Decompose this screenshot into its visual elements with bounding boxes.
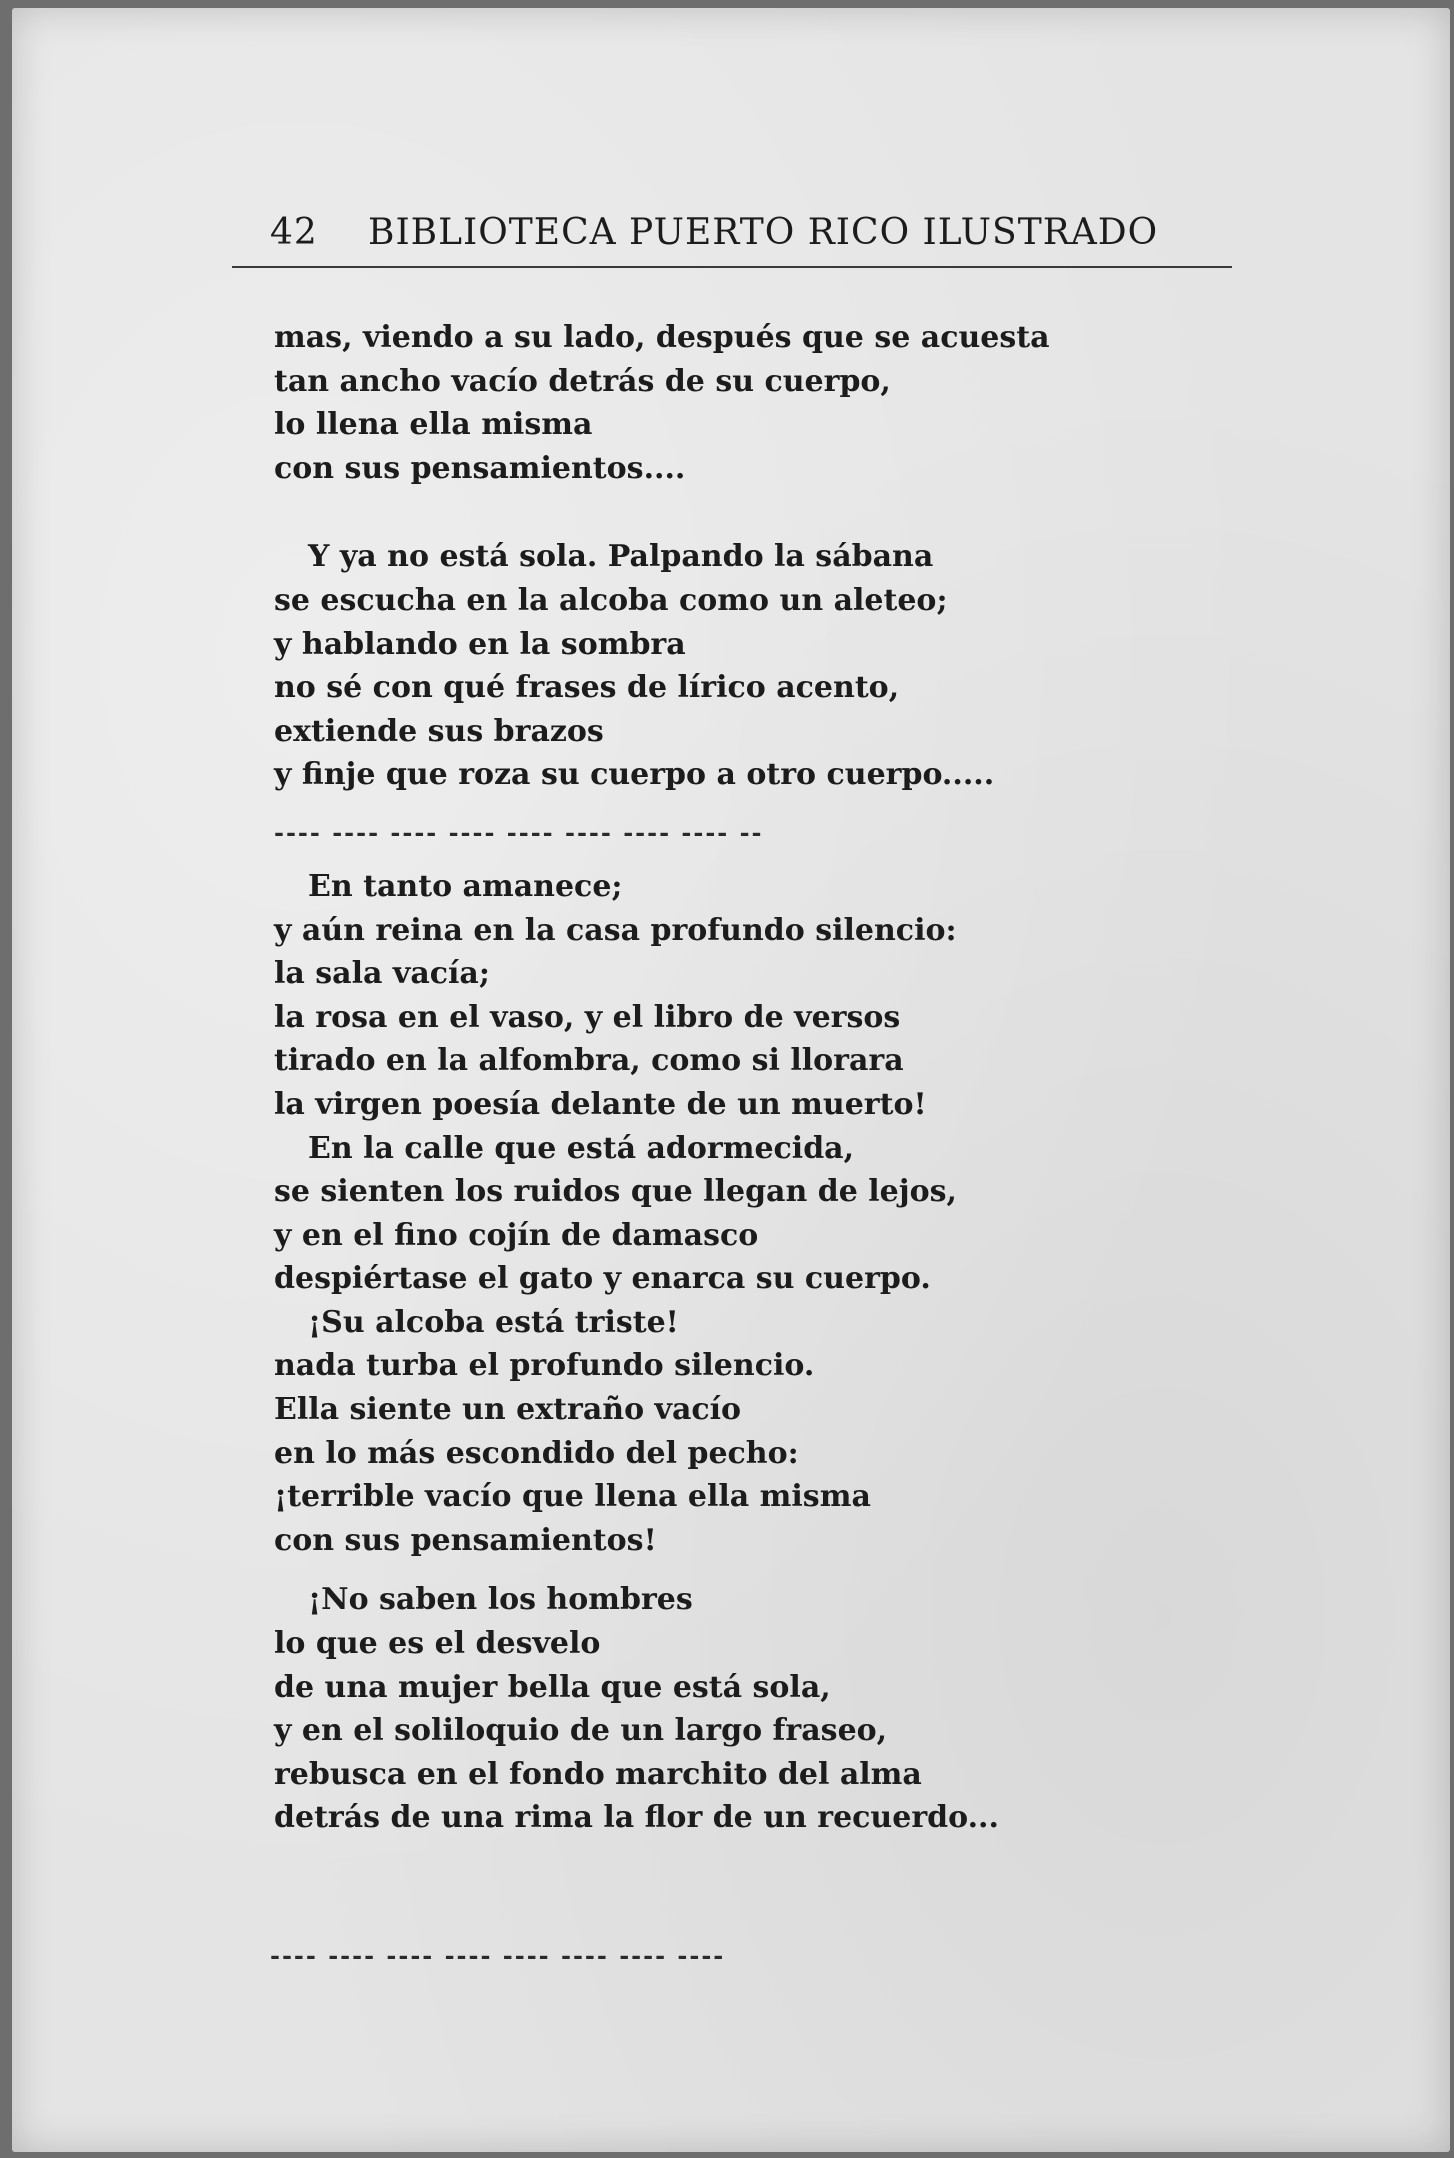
poem-line: detrás de una rima la flor de un recuerdo... [274, 1800, 999, 1836]
poem-line: se escucha en la alcoba como un aleteo; [274, 582, 948, 618]
header-rule [232, 266, 1232, 268]
poem-line: se sienten los ruidos que llegan de lejos, [274, 1174, 957, 1210]
poem-line: de una mujer bella que está sola, [274, 1669, 831, 1705]
poem-line: la sala vacía; [274, 956, 490, 992]
poem-line: Y ya no está sola. Palpando la sábana [308, 539, 934, 575]
poem-line: lo que es el desvelo [274, 1626, 601, 1662]
page-number: 42 [270, 212, 318, 253]
poem-line: mas, viendo a su lado, después que se acuesta [274, 320, 1050, 355]
poem-line: En tanto amanece; [308, 868, 623, 904]
poem-line: despiértase el gato y enarca su cuerpo. [274, 1261, 931, 1297]
poem-line: con sus pensamientos.... [274, 450, 686, 486]
poem-line: con sus pensamientos! [274, 1522, 657, 1558]
poem-line: ¡Su alcoba está triste! [308, 1304, 679, 1340]
poem-body [274, 316, 1174, 1840]
section-separator: ---- ---- ---- ---- ---- ---- ---- ---- [270, 1941, 726, 1970]
poem-line: tirado en la alfombra, como si llorara [274, 1043, 904, 1079]
poem-line: extiende sus brazos [274, 713, 604, 749]
poem-line: ¡No saben los hombres [308, 1582, 693, 1618]
page-header [270, 213, 1220, 253]
poem-line: ¡terrible vacío que llena ella misma [274, 1479, 871, 1515]
section-separator: ---- ---- ---- ---- ---- ---- ---- ---- -- [274, 817, 764, 847]
poem-line: y finje que roza su cuerpo a otro cuerpo..... [274, 757, 995, 793]
poem-line: no sé con qué frases de lírico acento, [274, 670, 900, 706]
poem-line: rebusca en el fondo marchito del alma [274, 1756, 922, 1792]
poem-line: y hablando en la sombra [274, 626, 686, 662]
book-page [12, 8, 1450, 2152]
poem-line: tan ancho vacío detrás de su cuerpo, [274, 363, 891, 399]
poem-line: nada turba el profundo silencio. [274, 1348, 815, 1384]
poem-line: y en el soliloquio de un largo fraseo, [274, 1713, 888, 1749]
stanza-break [274, 1562, 1174, 1578]
poem-line: y aún reina en la casa profundo silencio: [274, 912, 957, 948]
poem-line: lo llena ella misma [274, 407, 593, 443]
stanza-break [274, 490, 1174, 535]
poem-line: Ella siente un extraño vacío [274, 1392, 742, 1428]
poem-line: y en el fino cojín de damasco [274, 1217, 759, 1253]
poem-line: la rosa en el vaso, y el libro de versos [274, 999, 901, 1035]
poem-line: en lo más escondido del pecho: [274, 1435, 799, 1471]
poem-line: la virgen poesía delante de un muerto! [274, 1086, 927, 1122]
running-title: BIBLIOTECA PUERTO RICO ILUSTRADO [368, 212, 1159, 253]
poem-line: En la calle que está adormecida, [308, 1130, 855, 1166]
